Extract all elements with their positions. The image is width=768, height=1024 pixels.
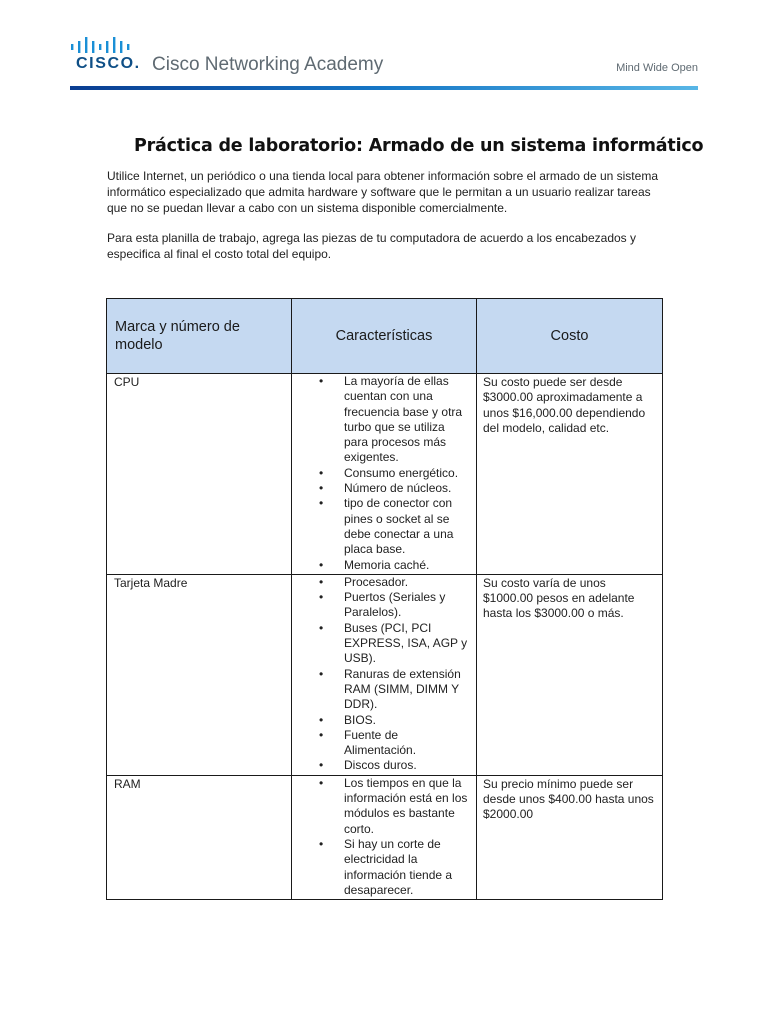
cisco-logo-text: CISCO. <box>76 55 141 72</box>
list-item: • La mayoría de ellas cuentan con una frecuencia base y otra turbo que se utiliza para procesos más exigentes. <box>292 374 472 466</box>
list-item: • Número de núcleos. <box>292 481 472 496</box>
header-rule <box>70 86 698 90</box>
cisco-bars-icon <box>70 36 136 54</box>
list-item: • Buses (PCI, PCI EXPRESS, ISA, AGP y USB). <box>292 621 472 667</box>
list-item: • Memoria caché. <box>292 558 472 573</box>
row-features <box>292 775 477 899</box>
header-cost: Costo <box>477 299 663 374</box>
page-header <box>70 36 698 90</box>
list-item: • tipo de conector con pines o socket al se debe conectar a una placa base. <box>292 496 472 557</box>
intro-paragraph: Utilice Internet, un periódico o una tienda local para obtener información sobre el armado de un sistema informático especializado que admita hardware y software que le permitan a un usuario realizar tareas que no se puedan llevar a cabo con un sistema disponible comercialmente. <box>107 169 658 215</box>
list-item: • Los tiempos en que la información está en los módulos es bastante corto. <box>292 776 472 837</box>
list-item: • Consumo energético. <box>292 466 472 481</box>
cisco-logo <box>70 36 140 76</box>
list-item: • BIOS. <box>292 713 472 728</box>
feature-list <box>292 374 472 573</box>
row-cost: Su costo varía de unos $1000.00 pesos en adelante hasta los $3000.00 o más. <box>477 574 663 775</box>
row-name: Tarjeta Madre <box>107 574 292 775</box>
row-cost: Su precio mínimo puede ser desde unos $400.00 hasta unos $2000.00 <box>477 775 663 899</box>
table-row <box>107 574 663 775</box>
feature-list <box>292 776 472 898</box>
list-item: • Si hay un corte de electricidad la información tiende a desaparecer. <box>292 837 472 898</box>
document-title: Práctica de laboratorio: Armado de un sistema informático <box>134 136 704 156</box>
academy-name: Cisco Networking Academy <box>152 54 384 75</box>
row-name: CPU <box>107 374 292 575</box>
feature-list <box>292 575 472 774</box>
tagline: Mind Wide Open <box>616 62 698 74</box>
list-item: • Procesador. <box>292 575 472 590</box>
table-row <box>107 775 663 899</box>
parts-table <box>106 298 663 900</box>
row-features <box>292 574 477 775</box>
list-item: • Fuente de Alimentación. <box>292 728 472 759</box>
instructions-paragraph: Para esta planilla de trabajo, agrega las piezas de tu computadora de acuerdo a los encabezados y especifica al final el costo total del equipo. <box>107 231 637 261</box>
row-name: RAM <box>107 775 292 899</box>
row-features <box>292 374 477 575</box>
list-item: • Puertos (Seriales y Paralelos). <box>292 590 472 621</box>
table-header-row <box>107 299 663 374</box>
row-cost: Su costo puede ser desde $3000.00 aproximadamente a unos $16,000.00 dependiendo del modelo, calidad etc. <box>477 374 663 575</box>
header-brand: Marca y número de modelo <box>107 299 292 374</box>
list-item: • Ranuras de extensión RAM (SIMM, DIMM Y DDR). <box>292 667 472 713</box>
header-features: Características <box>292 299 477 374</box>
list-item: • Discos duros. <box>292 758 472 773</box>
table-row <box>107 374 663 575</box>
